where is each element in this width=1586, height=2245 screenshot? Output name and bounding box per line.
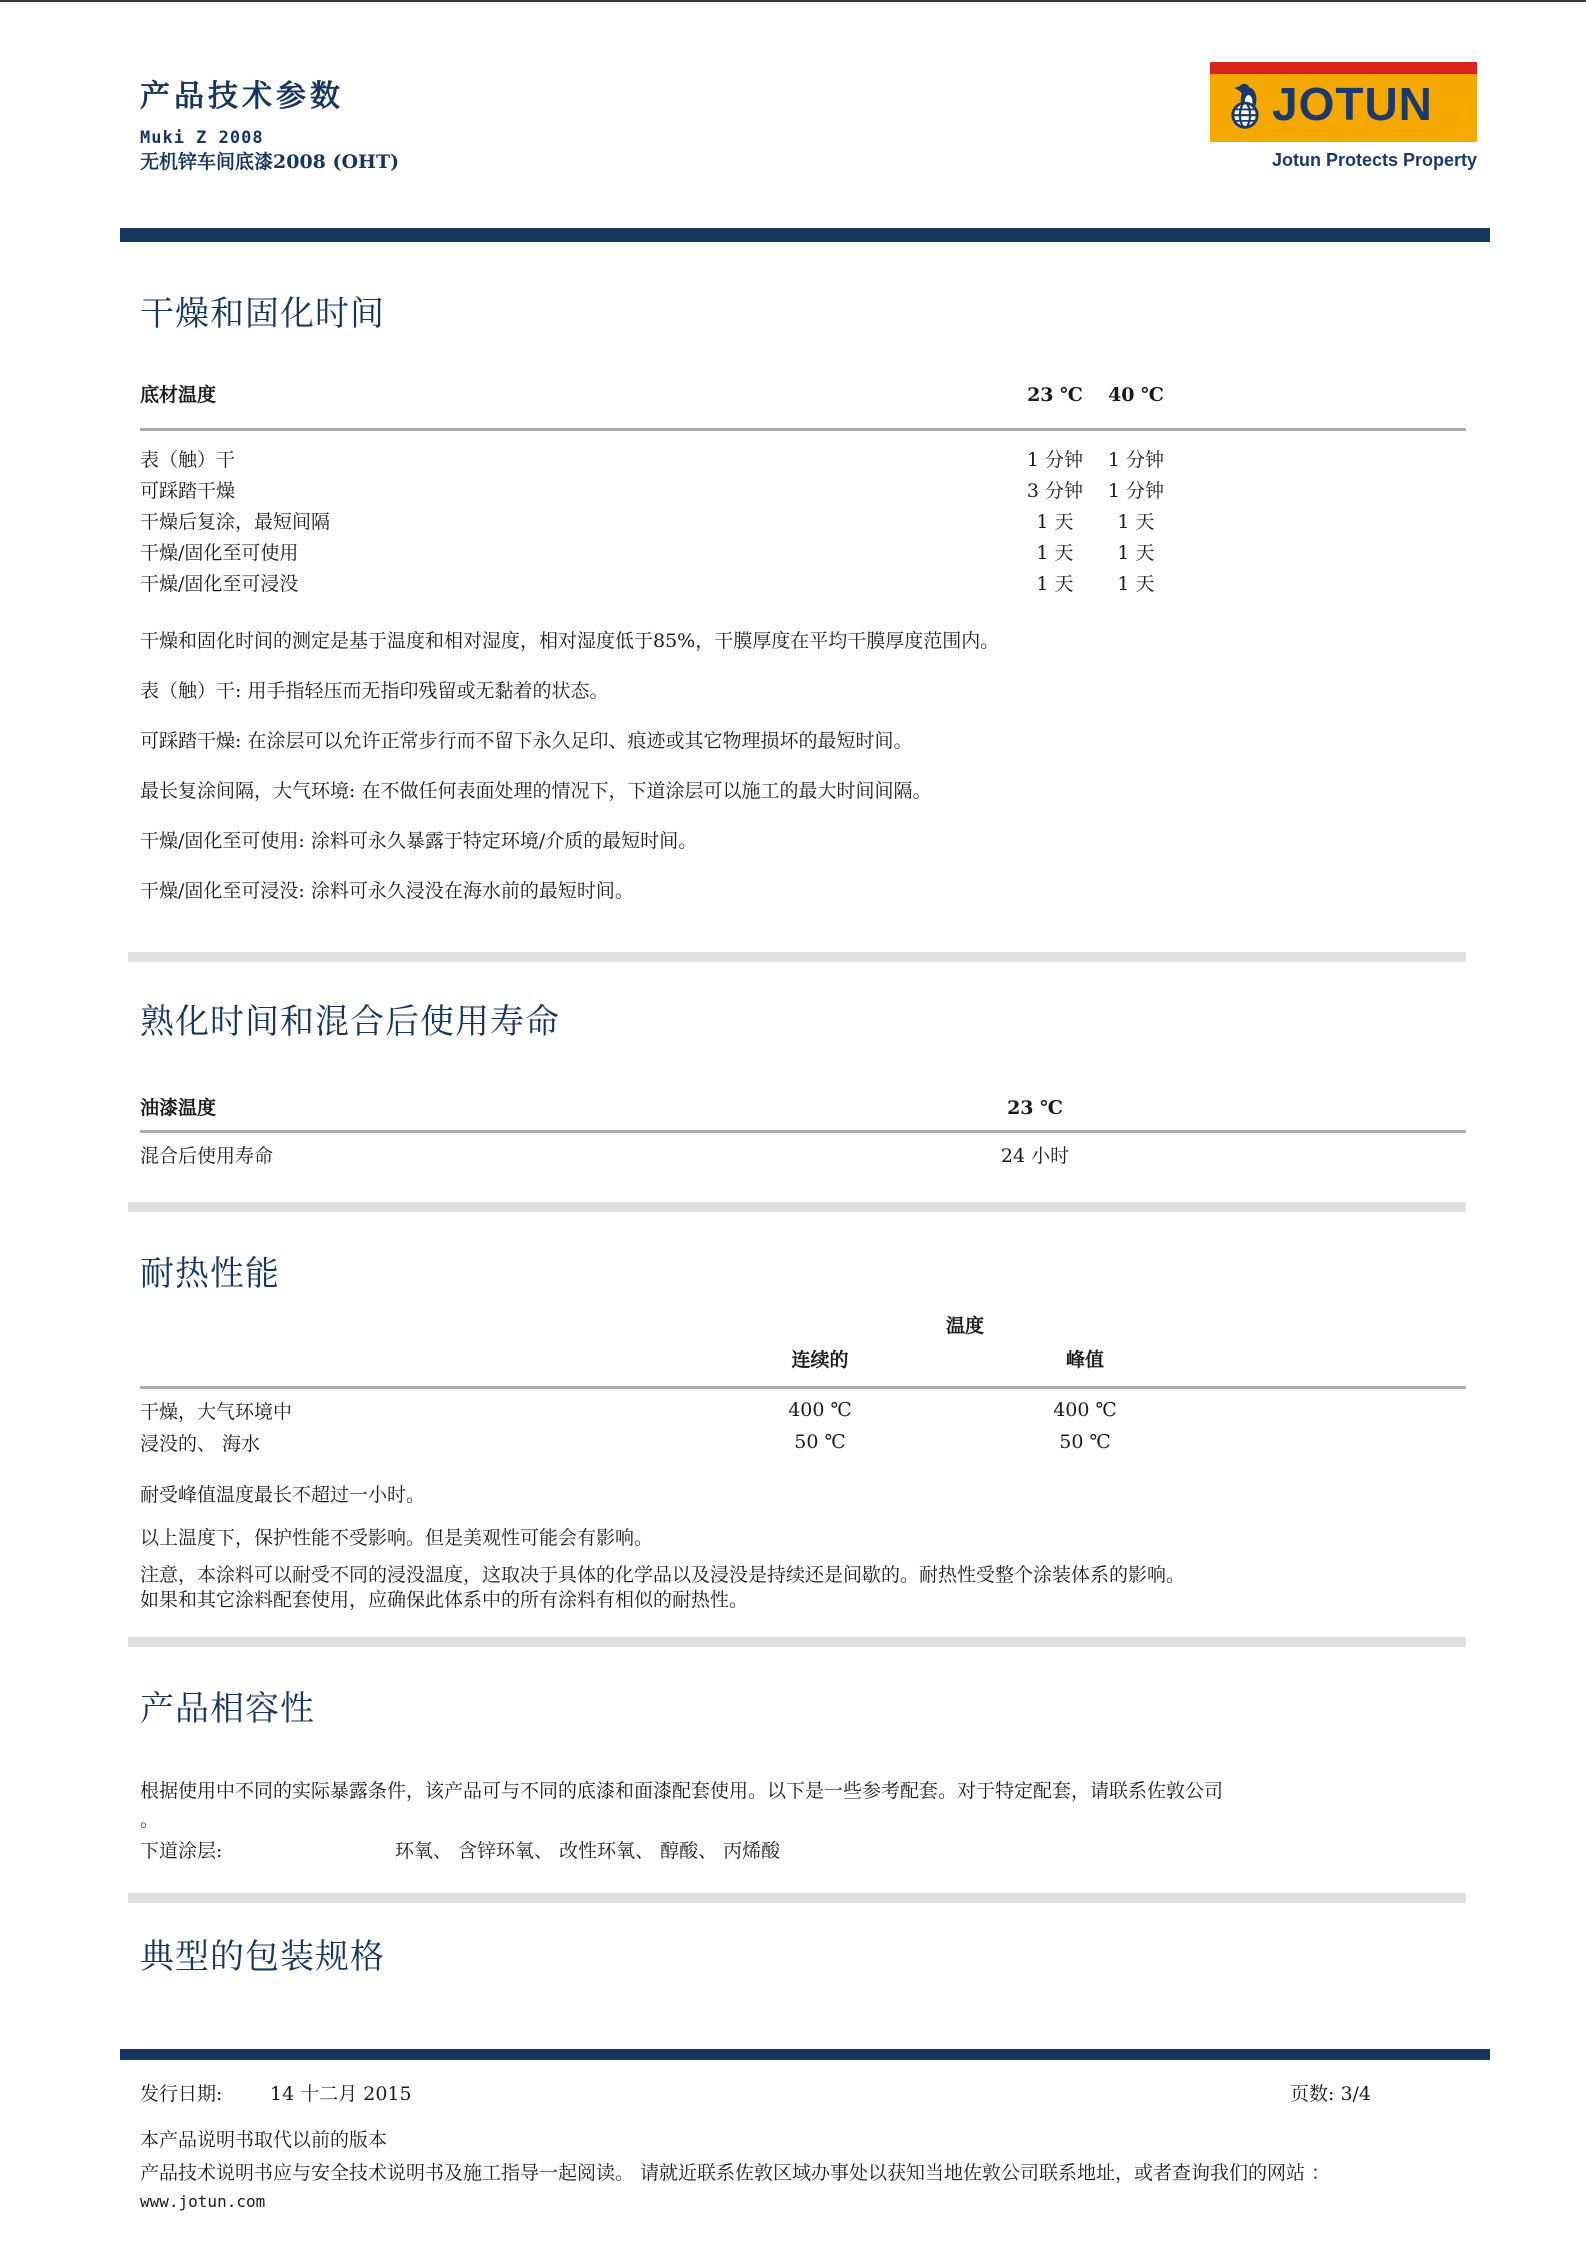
row-label: 干燥后复涂，最短间隔: [140, 511, 331, 533]
row-label: 下道涂层:: [140, 1840, 223, 1862]
page-title: 产品技术参数: [140, 79, 344, 114]
col-header-23c: 23 ℃: [1027, 384, 1083, 406]
potlife-table: [140, 1096, 1466, 1170]
jotun-wordmark: JOTUN: [1272, 78, 1433, 130]
drying-paragraph: 干燥/固化至可浸没: 涂料可永久浸没在海水前的最短时间。: [140, 880, 634, 902]
drying-paragraph: 干燥/固化至可使用: 涂料可永久暴露于特定环境/介质的最短时间。: [140, 830, 698, 852]
drying-notes: [140, 629, 1466, 929]
drying-table-body: [140, 443, 1466, 598]
logo-red-stripe: [1210, 62, 1477, 74]
row-value: 50 ℃: [794, 1431, 846, 1453]
potlife-table-body: [140, 1139, 1466, 1170]
section-divider: [128, 1202, 1466, 1212]
heat-paragraph: 以上温度下，保护性能不受影响。但是美观性可能会有影响。: [140, 1527, 654, 1549]
row-value: 3 分钟: [1026, 480, 1084, 502]
footer-note: 本产品说明书取代以前的版本: [140, 2129, 388, 2151]
footer-notes: [140, 2128, 1466, 2217]
section-divider: [128, 952, 1466, 962]
row-label: 混合后使用寿命: [140, 1145, 274, 1167]
table-row: [140, 567, 1466, 598]
row-label: 可踩踏干燥: [140, 480, 236, 502]
jotun-logo: [1210, 62, 1477, 142]
footer-rule: [120, 2049, 1490, 2060]
table-rule: [140, 428, 1466, 431]
table-row: [140, 1139, 1466, 1170]
row-value: 1 分钟: [1107, 480, 1165, 502]
issue-date-label: 发行日期:: [140, 2083, 223, 2105]
col-header-23c: 23 ℃: [1007, 1097, 1063, 1119]
subsequent-coat-row: [140, 1836, 1466, 1863]
table-row: [140, 474, 1466, 505]
potlife-table-header-row: [140, 1096, 1466, 1120]
section-title-heat: 耐热性能: [140, 1254, 280, 1294]
heat-paragraph-line: 注意，本涂料可以耐受不同的浸没温度，这取决于具体的化学品以及浸没是持续还是间歇的。耐热性受整个涂装体系的影响。: [140, 1564, 1186, 1586]
drying-table: [140, 383, 1466, 598]
potlife-table-header: 油漆温度: [140, 1097, 217, 1119]
heat-paragraph: 耐受峰值温度最长不超过一小时。: [140, 1484, 426, 1506]
row-value: 环氧、 含锌环氧、 改性环氧、 醇酸、 丙烯酸: [395, 1840, 781, 1862]
issue-date-value: 14 十二月 2015: [270, 2083, 412, 2105]
compatibility-paragraph-overflow: 。: [140, 1809, 160, 1831]
col-header-40c: 40 ℃: [1108, 384, 1164, 406]
heat-table-header-row: [140, 1348, 1466, 1372]
row-value: 1 天: [1036, 573, 1074, 595]
row-value: 1 天: [1036, 542, 1074, 564]
row-label: 干燥/固化至可使用: [140, 542, 299, 564]
table-row: [140, 505, 1466, 536]
row-value: 1 天: [1117, 542, 1155, 564]
section-divider: [128, 1637, 1466, 1647]
heat-paragraph: [140, 1563, 1466, 1613]
table-row: [140, 536, 1466, 567]
page-number: 页数: 3/4: [1290, 2083, 1372, 2105]
row-value: 1 天: [1117, 511, 1155, 533]
heat-paragraph-line: 如果和其它涂料配套使用，应确保此体系中的所有涂料有相似的耐热性。: [140, 1589, 749, 1611]
drying-table-header: 底材温度: [140, 384, 217, 406]
heat-table: [140, 1314, 1466, 1458]
drying-paragraph: 可踩踏干燥: 在涂层可以允许正常步行而不留下永久足印、痕迹或其它物理损坏的最短时间。: [140, 730, 913, 752]
table-rule: [140, 1130, 1466, 1133]
footer-issue-line: [140, 2082, 1466, 2107]
jotun-tagline: Jotun Protects Property: [1271, 150, 1477, 170]
table-rule: [140, 1386, 1466, 1389]
drying-paragraph: 最长复涂间隔，大气环境: 在不做任何表面处理的情况下，下道涂层可以施工的最大时间间隔。: [140, 780, 932, 802]
section-title-packaging: 典型的包装规格: [140, 1937, 385, 1977]
drying-paragraph: 表（触）干: 用手指轻压而无指印残留或无黏着的状态。: [140, 680, 609, 702]
row-value: 400 ℃: [1053, 1399, 1117, 1421]
table-row: [140, 443, 1466, 474]
heat-notes: [140, 1483, 1466, 1625]
drying-paragraph: 干燥和固化时间的测定是基于温度和相对湿度，相对湿度低于85%，干膜厚度在平均干膜厚度范围内。: [140, 630, 1000, 652]
footer-note: 产品技术说明书应与安全技术说明书及施工指导一起阅读。 请就近联系佐敦区域办事处以获知当地佐敦公司联系地址，或者查询我们的网站 ：: [140, 2162, 1331, 2184]
page-top-edge: [0, 0, 1586, 2]
section-divider: [128, 1893, 1466, 1903]
heat-group-header: 温度: [945, 1315, 984, 1337]
row-value: 1 天: [1036, 511, 1074, 533]
heat-col-continuous: 连续的: [791, 1349, 849, 1371]
row-value: 400 ℃: [788, 1399, 852, 1421]
row-value: 24 小时: [1000, 1145, 1070, 1167]
heat-table-body: [140, 1394, 1466, 1458]
drying-table-header-row: [140, 383, 1466, 407]
compatibility-paragraph: 根据使用中不同的实际暴露条件，该产品可与不同的底漆和面漆配套使用。以下是一些参考配套。对于特定配套，请联系佐敦公司: [140, 1780, 1224, 1802]
header-rule: [120, 228, 1490, 242]
table-row: [140, 1426, 1466, 1458]
row-label: 表（触）干: [140, 449, 236, 471]
product-name: Muki Z 2008: [140, 128, 264, 148]
section-title-drying: 干燥和固化时间: [140, 294, 385, 334]
row-value: 1 分钟: [1107, 449, 1165, 471]
section-title-potlife: 熟化时间和混合后使用寿命: [140, 1002, 560, 1042]
row-label: 干燥/固化至可浸没: [140, 573, 299, 595]
compatibility-body: [140, 1779, 1466, 1863]
row-label: 干燥，大气环境中: [140, 1400, 293, 1423]
row-value: 50 ℃: [1059, 1431, 1111, 1453]
row-label: 浸没的、 海水: [140, 1432, 261, 1455]
section-title-compatibility: 产品相容性: [140, 1689, 315, 1729]
heat-col-peak: 峰值: [1065, 1349, 1104, 1371]
table-row: [140, 1394, 1466, 1426]
row-value: 1 天: [1117, 573, 1155, 595]
row-value: 1 分钟: [1026, 449, 1084, 471]
jotun-penguin-globe-icon: [1220, 82, 1270, 138]
product-description: 无机锌车间底漆2008 (OHT): [140, 151, 400, 173]
website-url: www.jotun.com: [140, 2192, 266, 2211]
